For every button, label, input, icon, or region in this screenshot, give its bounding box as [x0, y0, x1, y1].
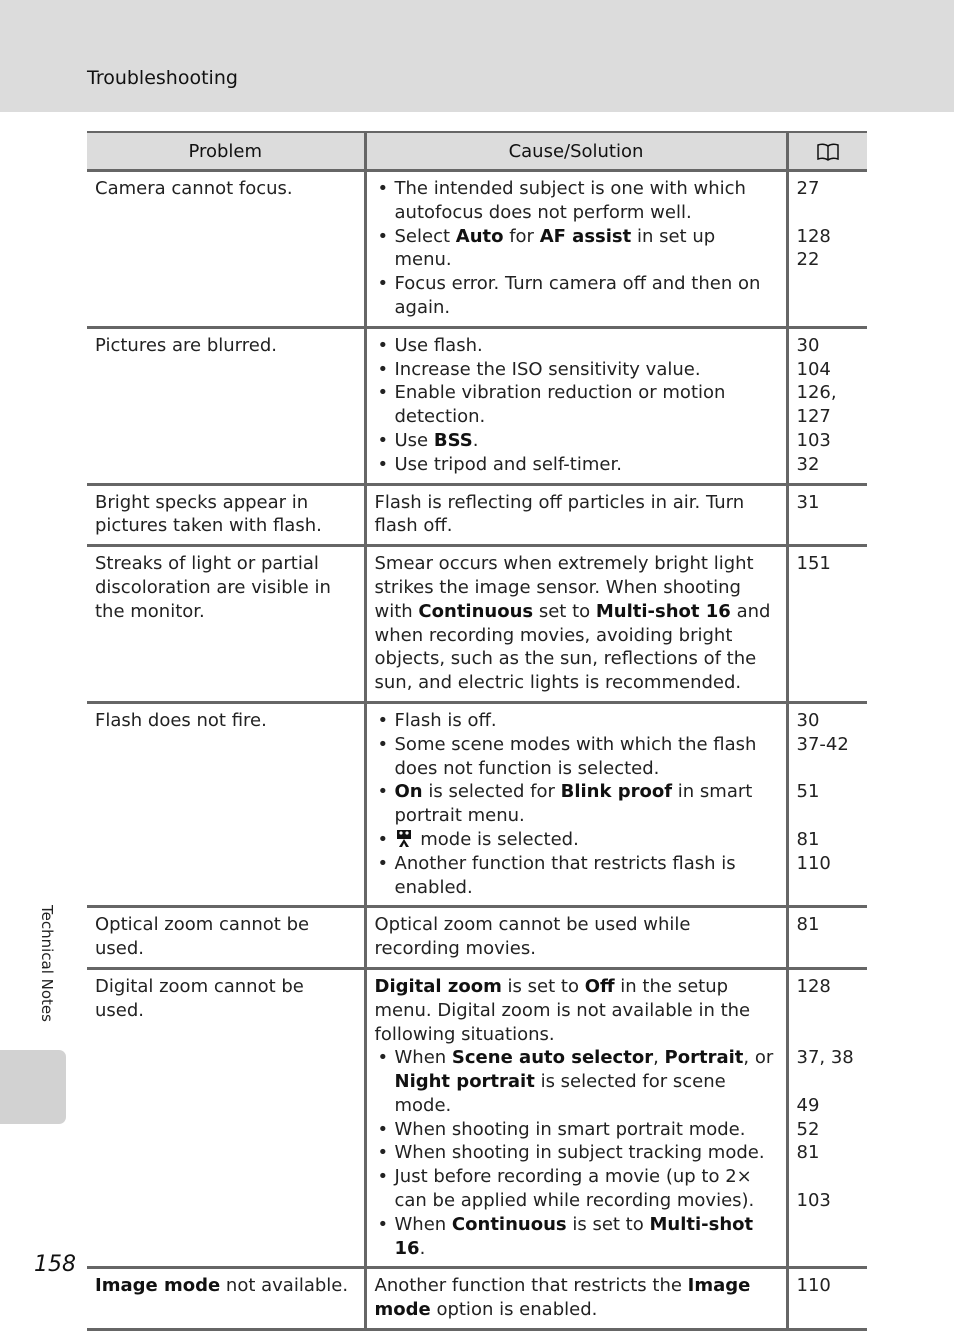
list-item: • Use flash. [375, 334, 778, 358]
table-row [87, 968, 867, 1268]
problem-cell: Flash does not fire. [87, 702, 365, 906]
troubleshooting-table [87, 131, 867, 1331]
list-item: • The intended subject is one with which autofocus does not perform well. [375, 177, 778, 225]
page-reference-cell: 31 [787, 484, 867, 546]
problem-cell: Bright specks appear in pictures taken with flash. [87, 484, 365, 546]
bold-term: Image mode [95, 1275, 221, 1297]
bold-term: Continuous [451, 1213, 567, 1235]
list-item: • Increase the ISO sensitivity value. [375, 358, 778, 382]
solution-cell [365, 171, 787, 328]
list-item: • Just before recording a movie (up to 2× can be applied while recording movies). [375, 1165, 778, 1213]
solution-list [375, 709, 778, 899]
bold-term: Multi-shot 16 [394, 1213, 754, 1259]
table-row [87, 1268, 867, 1330]
bold-term: Auto [455, 225, 504, 247]
list-item: • When Scene auto selector, Portrait, or Night portrait is selected for scene mode. [375, 1046, 778, 1117]
bold-term: AF assist [539, 225, 632, 247]
bold-term: Digital zoom [374, 975, 502, 997]
page-reference-cell: 30 37-42 51 81 110 [787, 702, 867, 906]
page-reference-cell: 128 37, 38 49 52 81 103 [787, 968, 867, 1268]
section-title: Troubleshooting [87, 67, 238, 89]
table-row [87, 171, 867, 328]
solution-text: Smear occurs when extremely bright light strikes the image sensor. When shooting with Continuous set to Multi-shot 16 and when recording movies, avoiding bright objects, such as the sun, reflections of the sun, and electric lights is recommended. [374, 553, 771, 694]
side-tab-marker [0, 1050, 66, 1124]
table-row [87, 702, 867, 906]
bold-term: Off [584, 975, 615, 997]
bold-term: On [394, 781, 423, 803]
list-item: • Use BSS. [375, 429, 778, 453]
list-item: • When shooting in smart portrait mode. [375, 1118, 778, 1142]
book-icon [815, 142, 841, 162]
bold-term: Image mode [374, 1275, 751, 1321]
page-reference-cell: 81 [787, 907, 867, 969]
page-number: 158 [34, 1252, 76, 1277]
solution-text: Digital zoom is set to Off in the setup menu. Digital zoom is not available in the following situations. [374, 975, 751, 1045]
bold-term: BSS [433, 429, 473, 451]
table-header-row [87, 132, 867, 171]
list-item: • Select Auto for AF assist in set up menu. [375, 225, 778, 273]
problem-cell: Optical zoom cannot be used. [87, 907, 365, 969]
movie-icon [395, 829, 415, 848]
problem-cell: Image mode not available. [87, 1268, 365, 1330]
page-reference-cell: 27 128 22 [787, 171, 867, 328]
solution-cell [365, 546, 787, 703]
bold-term: Blink proof [560, 781, 673, 803]
list-item: • Enable vibration reduction or motion detection. [375, 381, 778, 429]
solution-cell [365, 968, 787, 1268]
bold-term: Multi-shot 16 [595, 600, 731, 622]
list-item: • Use tripod and self-timer. [375, 453, 778, 477]
bold-term: Continuous [418, 600, 534, 622]
problem-cell: Pictures are blurred. [87, 327, 365, 484]
solution-cell [365, 1268, 787, 1330]
solution-cell [365, 702, 787, 906]
bold-term: Scene auto selector [451, 1047, 654, 1069]
table-row [87, 546, 867, 703]
list-item: • Some scene modes with which the flash does not function is selected. [375, 733, 778, 781]
list-item: • Flash is off. [375, 709, 778, 733]
page-reference-header [787, 132, 867, 171]
page-header [0, 0, 954, 112]
list-item: • Focus error. Turn camera off and then on again. [375, 272, 778, 320]
solution-cell [365, 907, 787, 969]
solution-cell [365, 484, 787, 546]
solution-text: Flash is reflecting off particles in air. Turn flash off. [374, 491, 745, 537]
solution-list [375, 1046, 778, 1260]
solution-cell [365, 327, 787, 484]
problem-cell: Digital zoom cannot be used. [87, 968, 365, 1268]
bold-term: Night portrait [394, 1071, 535, 1093]
bold-term: Portrait [664, 1047, 744, 1069]
problem-cell: Camera cannot focus. [87, 171, 365, 328]
problem-cell: Streaks of light or partial discoloration are visible in the monitor. [87, 546, 365, 703]
list-item: • Another function that restricts flash is enabled. [375, 852, 778, 900]
solution-list [375, 334, 778, 477]
list-item: • On is selected for Blink proof in smart portrait menu. [375, 780, 778, 828]
page-reference-cell: 30 104 126, 127 103 32 [787, 327, 867, 484]
list-item: • When shooting in subject tracking mode. [375, 1141, 778, 1165]
list-item: • mode is selected. [375, 828, 778, 852]
solution-text: Optical zoom cannot be used while recording movies. [374, 914, 691, 960]
table-row [87, 327, 867, 484]
page-reference-cell: 110 [787, 1268, 867, 1330]
side-section-label: Technical Notes [38, 905, 56, 1022]
table-row [87, 907, 867, 969]
problem-header: Problem [87, 132, 365, 171]
page-reference-cell: 151 [787, 546, 867, 703]
solution-text: Another function that restricts the Image mode option is enabled. [374, 1275, 751, 1321]
list-item: • When Continuous is set to Multi-shot 16. [375, 1213, 778, 1261]
table-row [87, 484, 867, 546]
solution-list [375, 177, 778, 320]
solution-header: Cause/Solution [365, 132, 787, 171]
